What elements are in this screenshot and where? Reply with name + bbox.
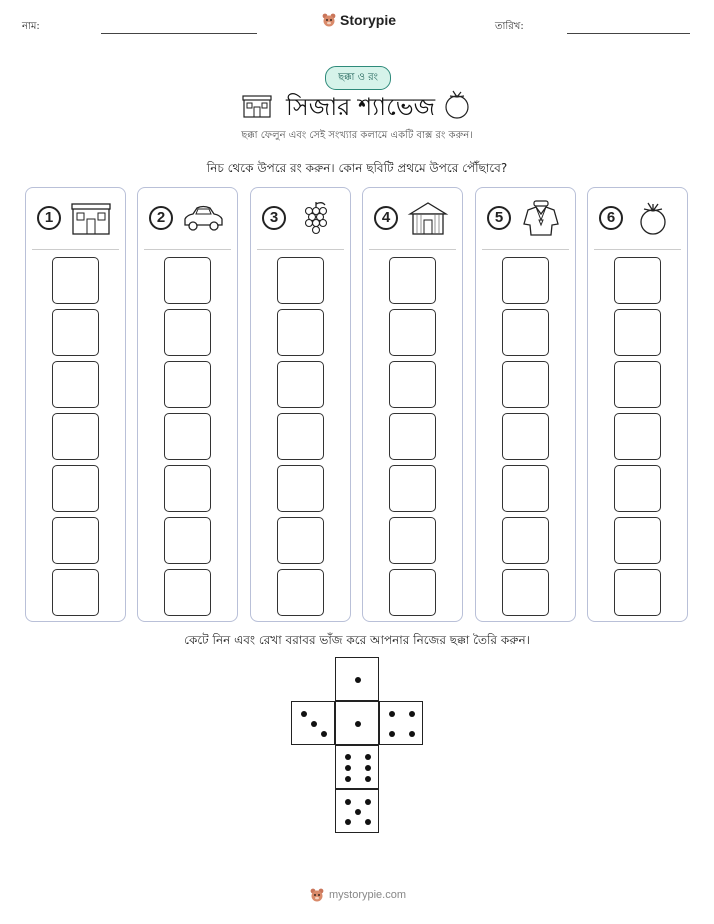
pip — [345, 819, 351, 825]
pip — [355, 809, 361, 815]
color-box[interactable] — [389, 569, 436, 616]
building-icon — [70, 200, 112, 236]
color-box[interactable] — [164, 413, 211, 460]
column-divider — [32, 249, 119, 250]
pip — [365, 819, 371, 825]
column-2 — [137, 187, 238, 622]
color-box[interactable] — [502, 413, 549, 460]
color-box[interactable] — [277, 257, 324, 304]
color-box[interactable] — [52, 309, 99, 356]
color-box[interactable] — [277, 361, 324, 408]
dice-face-1 — [335, 701, 379, 745]
building-icon — [242, 94, 272, 118]
color-box[interactable] — [164, 361, 211, 408]
column-4 — [362, 187, 463, 622]
color-box[interactable] — [614, 465, 661, 512]
dice-face-6 — [335, 745, 379, 789]
grapes-icon — [295, 200, 337, 236]
column-3 — [250, 187, 351, 622]
color-box[interactable] — [389, 257, 436, 304]
dice-face-4 — [379, 701, 423, 745]
brand-logo — [322, 12, 396, 28]
color-box[interactable] — [52, 465, 99, 512]
pip — [355, 677, 361, 683]
house-icon — [407, 200, 449, 236]
column-number: 2 — [149, 206, 173, 230]
color-box[interactable] — [164, 257, 211, 304]
color-box[interactable] — [277, 465, 324, 512]
column-divider — [594, 249, 681, 250]
bear-icon — [322, 13, 336, 27]
color-box[interactable] — [389, 361, 436, 408]
column-number: 6 — [599, 206, 623, 230]
footer-url[interactable]: mystorypie.com — [329, 889, 407, 901]
color-box[interactable] — [389, 517, 436, 564]
color-box[interactable] — [389, 413, 436, 460]
color-box[interactable] — [164, 309, 211, 356]
color-box[interactable] — [52, 361, 99, 408]
color-box[interactable] — [52, 517, 99, 564]
pip — [355, 721, 361, 727]
cut-instruction: কেটে নিন এবং রেখা বরাবর ভাঁজ করে আপনার নিজের ছক্কা তৈরি করুন। — [184, 633, 530, 647]
pip — [311, 721, 317, 727]
pip — [389, 711, 395, 717]
color-box[interactable] — [164, 517, 211, 564]
color-box[interactable] — [502, 257, 549, 304]
pip — [365, 776, 371, 782]
pip — [345, 765, 351, 771]
brand-name: Storypie — [340, 12, 397, 28]
column-divider — [369, 249, 456, 250]
color-box[interactable] — [614, 413, 661, 460]
color-box[interactable] — [164, 465, 211, 512]
column-6 — [587, 187, 688, 622]
subtitle: ছক্কা ফেলুন এবং সেই সংখ্যার কলামে একটি বাক্স রং করুন। — [241, 130, 473, 141]
dice-face-5 — [335, 789, 379, 833]
pip — [345, 799, 351, 805]
color-box[interactable] — [614, 361, 661, 408]
date-line — [567, 33, 690, 34]
column-number: 4 — [374, 206, 398, 230]
pip — [321, 731, 327, 737]
column-divider — [144, 249, 231, 250]
color-box[interactable] — [52, 413, 99, 460]
color-box[interactable] — [277, 413, 324, 460]
color-box[interactable] — [502, 309, 549, 356]
color-box[interactable] — [614, 517, 661, 564]
column-5 — [475, 187, 576, 622]
date-label: তারিখ: — [495, 21, 524, 32]
tomato-icon — [632, 200, 674, 236]
footer — [310, 888, 406, 902]
color-box[interactable] — [502, 517, 549, 564]
column-divider — [257, 249, 344, 250]
color-box[interactable] — [502, 569, 549, 616]
column-number: 1 — [37, 206, 61, 230]
name-line — [101, 33, 257, 34]
bear-icon — [310, 888, 324, 902]
column-number: 5 — [487, 206, 511, 230]
color-box[interactable] — [502, 361, 549, 408]
column-divider — [482, 249, 569, 250]
pip — [365, 754, 371, 760]
pip — [389, 731, 395, 737]
color-box[interactable] — [164, 569, 211, 616]
dice-face-1 — [335, 657, 379, 701]
color-box[interactable] — [52, 257, 99, 304]
pip — [301, 711, 307, 717]
tomato-icon — [442, 88, 472, 120]
sailor-uniform-icon — [520, 200, 562, 236]
color-box[interactable] — [277, 309, 324, 356]
pip — [345, 754, 351, 760]
color-box[interactable] — [389, 465, 436, 512]
color-box[interactable] — [614, 257, 661, 304]
column-number: 3 — [262, 206, 286, 230]
color-box[interactable] — [277, 517, 324, 564]
instruction-text: নিচ থেকে উপরে রং করুন। কোন ছবিটি প্রথমে উপরে পৌঁছাবে? — [206, 161, 508, 175]
column-1 — [25, 187, 126, 622]
pip — [409, 731, 415, 737]
page-title: সিজার শ্যাভেজ — [286, 93, 436, 121]
dice-face-3 — [291, 701, 335, 745]
pip — [365, 765, 371, 771]
name-label: নাম: — [22, 21, 40, 32]
pip — [409, 711, 415, 717]
color-box[interactable] — [614, 309, 661, 356]
activity-badge: ছক্কা ও রং — [325, 66, 391, 90]
color-box[interactable] — [277, 569, 324, 616]
color-box[interactable] — [52, 569, 99, 616]
pip — [365, 799, 371, 805]
color-box[interactable] — [614, 569, 661, 616]
color-box[interactable] — [389, 309, 436, 356]
car-icon — [182, 200, 224, 236]
pip — [345, 776, 351, 782]
color-box[interactable] — [502, 465, 549, 512]
